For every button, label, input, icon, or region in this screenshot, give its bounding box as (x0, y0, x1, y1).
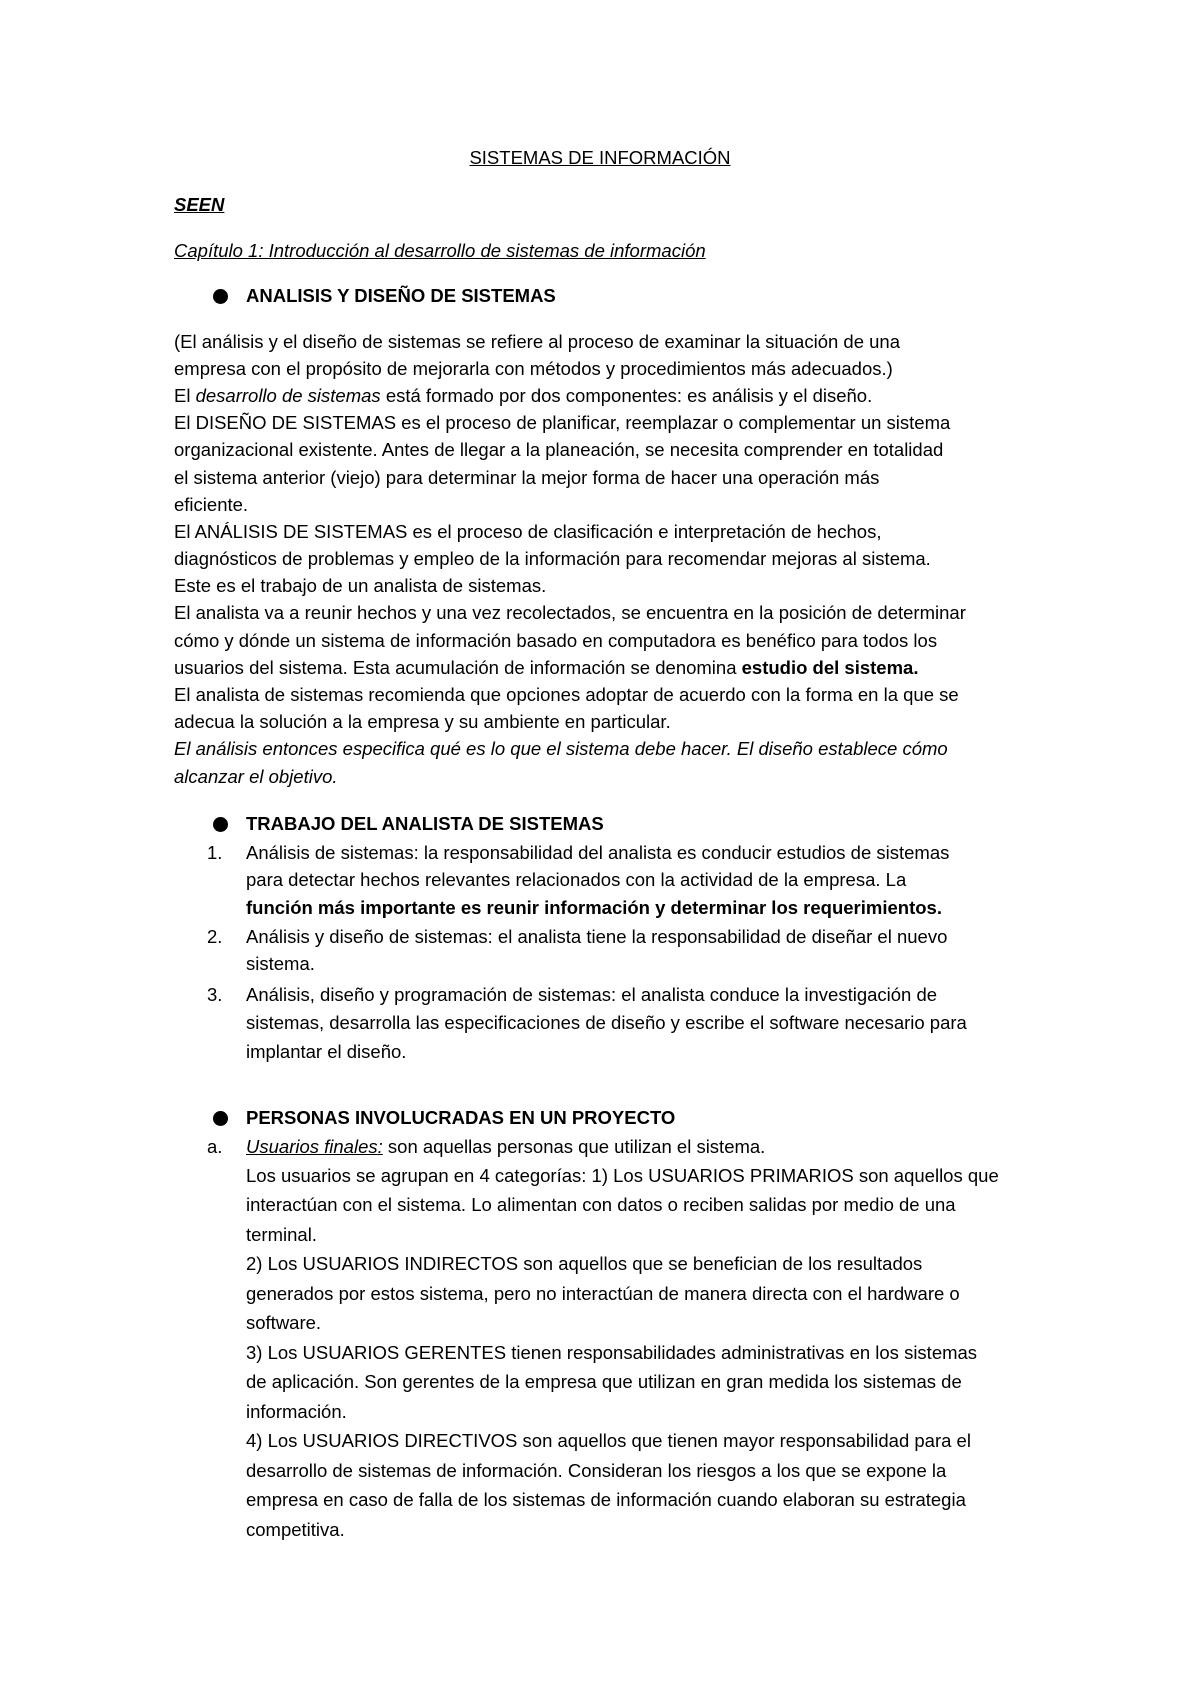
list-item-line: 3) Los USUARIOS GERENTES tienen responsabilidades administrativas en los sistemas (246, 1342, 978, 1363)
list-item-line: para detectar hechos relevantes relacionados con la actividad de la empresa. La (246, 869, 907, 890)
paragraph-line (174, 656, 918, 680)
paragraph-line: El DISEÑO DE SISTEMAS es el proceso de planificar, reemplazar o complementar un sistema (174, 412, 951, 433)
list-item-line (246, 1135, 765, 1159)
paragraph-line: organizacional existente. Antes de llegar a la planeación, se necesita comprender en totalidad (174, 439, 944, 460)
list-item-line: 4) Los USUARIOS DIRECTIVOS son aquellos que tienen mayor responsabilidad para el (246, 1430, 971, 1451)
list-number: 2. (207, 926, 223, 947)
list-item-line: Análisis y diseño de sistemas: el analista tiene la responsabilidad de diseñar el nuevo (246, 926, 948, 947)
text-run: usuarios del sistema. Esta acumulación de información se denomina (174, 657, 742, 678)
section-heading: ANALISIS Y DISEÑO DE SISTEMAS (246, 285, 556, 306)
list-item-line: 2) Los USUARIOS INDIRECTOS son aquellos que se benefician de los resultados (246, 1253, 923, 1274)
paragraph-line: El análisis entonces especifica qué es lo que el sistema debe hacer. El diseño establece cómo (174, 738, 948, 759)
text-run: está formado por dos componentes: es análisis y el diseño. (380, 385, 873, 406)
emphasis-text: desarrollo de sistemas (195, 385, 381, 406)
list-item-line: función más importante es reunir información y determinar los requerimientos. (246, 897, 942, 918)
list-number: a. (207, 1136, 223, 1157)
list-item-line: terminal. (246, 1224, 317, 1245)
paragraph-line: alcanzar el objetivo. (174, 766, 338, 787)
bold-text: estudio del sistema. (741, 657, 919, 678)
paragraph-line: diagnósticos de problemas y empleo de la información para recomendar mejoras al sistema. (174, 548, 931, 569)
list-item-line: interactúan con el sistema. Lo alimentan con datos o reciben salidas por medio de una (246, 1194, 956, 1215)
list-number: 3. (207, 984, 223, 1005)
paragraph-line: El analista va a reunir hechos y una vez recolectados, se encuentra en la posición de determinar (174, 602, 966, 623)
paragraph-line: cómo y dónde un sistema de información basado en computadora es benéfico para todos los (174, 630, 938, 651)
list-item-line: Análisis de sistemas: la responsabilidad del analista es conducir estudios de sistemas (246, 842, 950, 863)
list-item-line: información. (246, 1401, 347, 1422)
list-item-line: empresa en caso de falla de los sistemas de información cuando elaboran su estrategia (246, 1489, 966, 1510)
list-item-line: software. (246, 1312, 322, 1333)
list-item-line: generados por estos sistema, pero no interactúan de manera directa con el hardware o (246, 1283, 960, 1304)
list-number: 1. (207, 842, 223, 863)
document-title: SISTEMAS DE INFORMACIÓN (469, 147, 731, 168)
item-label: Usuarios finales: (246, 1136, 383, 1157)
list-item-line: desarrollo de sistemas de información. Consideran los riesgos a los que se expone la (246, 1460, 947, 1481)
paragraph-line: El analista de sistemas recomienda que opciones adoptar de acuerdo con la forma en la que se (174, 684, 959, 705)
bullet-icon (213, 289, 228, 304)
text-run: son aquellas personas que utilizan el sistema. (382, 1136, 766, 1157)
list-item-line: Análisis, diseño y programación de sistemas: el analista conduce la investigación de (246, 984, 938, 1005)
list-item-line: sistema. (246, 953, 315, 974)
list-item-line: competitiva. (246, 1519, 345, 1540)
paragraph-line (174, 384, 872, 408)
paragraph-line: empresa con el propósito de mejorarla con métodos y procedimientos más adecuados.) (174, 358, 893, 379)
text-run: El (174, 385, 196, 406)
paragraph-line: eficiente. (174, 494, 249, 515)
list-item-line: implantar el diseño. (246, 1041, 407, 1062)
section-heading: PERSONAS INVOLUCRADAS EN UN PROYECTO (246, 1107, 676, 1128)
paragraph-line: adecua la solución a la empresa y su ambiente en particular. (174, 711, 671, 732)
bullet-icon (213, 817, 228, 832)
chapter-heading: Capítulo 1: Introducción al desarrollo de sistemas de información (174, 240, 706, 261)
list-item-line: de aplicación. Son gerentes de la empresa que utilizan en gran medida los sistemas de (246, 1371, 962, 1392)
list-item-line: Los usuarios se agrupan en 4 categorías: 1) Los USUARIOS PRIMARIOS son aquellos que (246, 1165, 999, 1186)
paragraph-line: (El análisis y el diseño de sistemas se refiere al proceso de examinar la situación de una (174, 331, 900, 352)
paragraph-line: El ANÁLISIS DE SISTEMAS es el proceso de clasificación e interpretación de hechos, (174, 521, 882, 542)
subject-label: SEEN (174, 194, 225, 215)
section-heading: TRABAJO DEL ANALISTA DE SISTEMAS (246, 813, 604, 834)
bullet-icon (213, 1111, 228, 1126)
paragraph-line: Este es el trabajo de un analista de sistemas. (174, 575, 547, 596)
paragraph-line: el sistema anterior (viejo) para determinar la mejor forma de hacer una operación más (174, 467, 880, 488)
list-item-line: sistemas, desarrolla las especificaciones de diseño y escribe el software necesario para (246, 1012, 967, 1033)
